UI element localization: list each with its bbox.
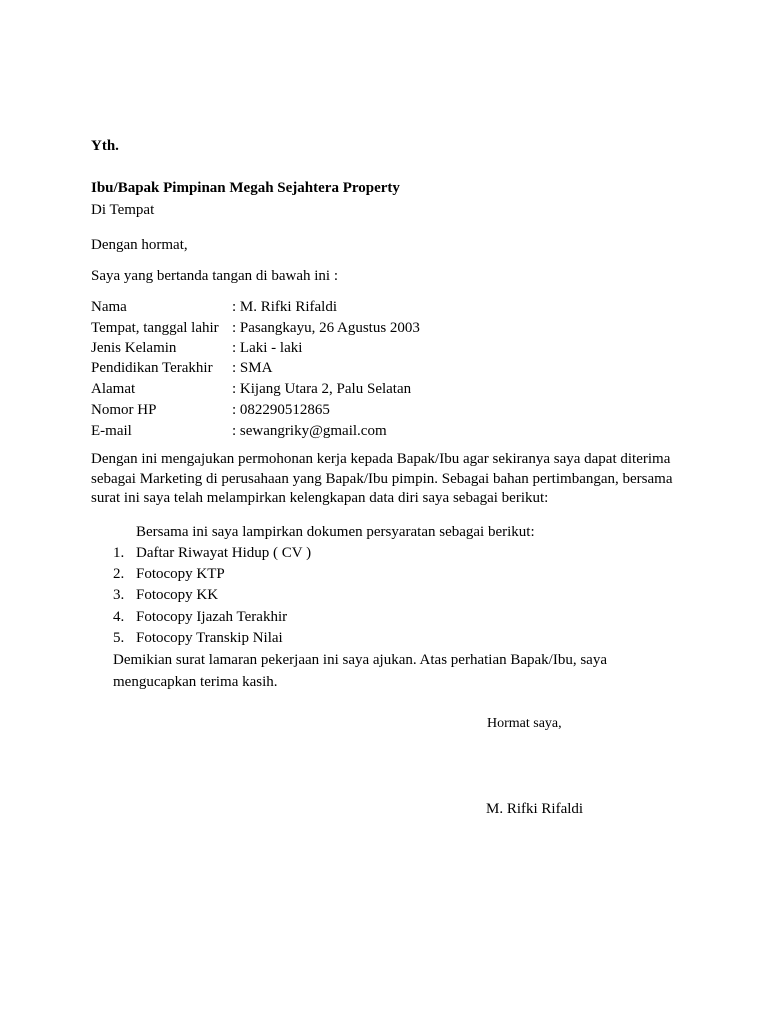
attachment-text: Fotocopy KK bbox=[136, 587, 219, 603]
signoff: Hormat saya, bbox=[487, 716, 562, 731]
attachment-text: Fotocopy Ijazah Terakhir bbox=[136, 609, 288, 625]
info-label: Tempat, tanggal lahir bbox=[91, 320, 219, 336]
info-value: : sewangriky@gmail.com bbox=[232, 423, 387, 439]
info-value: : SMA bbox=[232, 360, 273, 376]
info-row-name bbox=[91, 297, 337, 317]
info-row-email bbox=[91, 421, 387, 441]
attachment-number: 1. bbox=[113, 545, 125, 561]
info-value: : Laki - laki bbox=[232, 340, 303, 356]
recipient-name: Ibu/Bapak Pimpinan Megah Sejahtera Property bbox=[91, 180, 400, 196]
info-value: : Kijang Utara 2, Palu Selatan bbox=[232, 381, 412, 397]
attachment-number: 5. bbox=[113, 630, 125, 646]
info-label: Nomor HP bbox=[91, 402, 157, 418]
info-row-phone bbox=[91, 400, 330, 420]
info-value: : 082290512865 bbox=[232, 402, 330, 418]
attachment-text: Fotocopy KTP bbox=[136, 566, 225, 582]
closing-line: mengucapkan terima kasih. bbox=[113, 674, 278, 690]
closing-line: Demikian surat lamaran pekerjaan ini saya ajukan. Atas perhatian Bapak/Ibu, saya bbox=[113, 652, 607, 668]
attachment-number: 3. bbox=[113, 587, 125, 603]
recipient-prefix: Yth. bbox=[91, 138, 119, 154]
info-value: : M. Rifki Rifaldi bbox=[232, 299, 337, 315]
signer-name: M. Rifki Rifaldi bbox=[486, 801, 584, 817]
info-label: Alamat bbox=[91, 381, 136, 397]
attachments-intro: Bersama ini saya lampirkan dokumen persyaratan sebagai berikut: bbox=[136, 524, 535, 540]
info-label: E-mail bbox=[91, 423, 132, 439]
body-line: Dengan ini mengajukan permohonan kerja kepada Bapak/Ibu agar sekiranya saya dapat diterima bbox=[91, 451, 671, 467]
info-label: Pendidikan Terakhir bbox=[91, 360, 213, 376]
attachment-number: 4. bbox=[113, 609, 125, 625]
greeting: Dengan hormat, bbox=[91, 237, 188, 253]
info-label: Nama bbox=[91, 299, 127, 315]
info-row-address bbox=[91, 379, 411, 399]
intro-line: Saya yang bertanda tangan di bawah ini : bbox=[91, 268, 339, 284]
body-line: sebagai Marketing di perusahaan yang Bapak/Ibu pimpin. Sebagai bahan pertimbangan, bersama bbox=[91, 471, 673, 487]
recipient-place: Di Tempat bbox=[91, 202, 155, 218]
attachment-number: 2. bbox=[113, 566, 125, 582]
info-value: : Pasangkayu, 26 Agustus 2003 bbox=[232, 320, 420, 336]
info-label: Jenis Kelamin bbox=[91, 340, 177, 356]
info-row-gender bbox=[91, 338, 302, 358]
info-row-education bbox=[91, 358, 272, 378]
body-line: surat ini saya telah melampirkan kelengkapan data diri saya sebagai berikut: bbox=[91, 490, 549, 506]
attachment-text: Fotocopy Transkip Nilai bbox=[136, 630, 283, 646]
info-row-birth bbox=[91, 318, 420, 338]
attachment-text: Daftar Riwayat Hidup ( CV ) bbox=[136, 545, 312, 561]
